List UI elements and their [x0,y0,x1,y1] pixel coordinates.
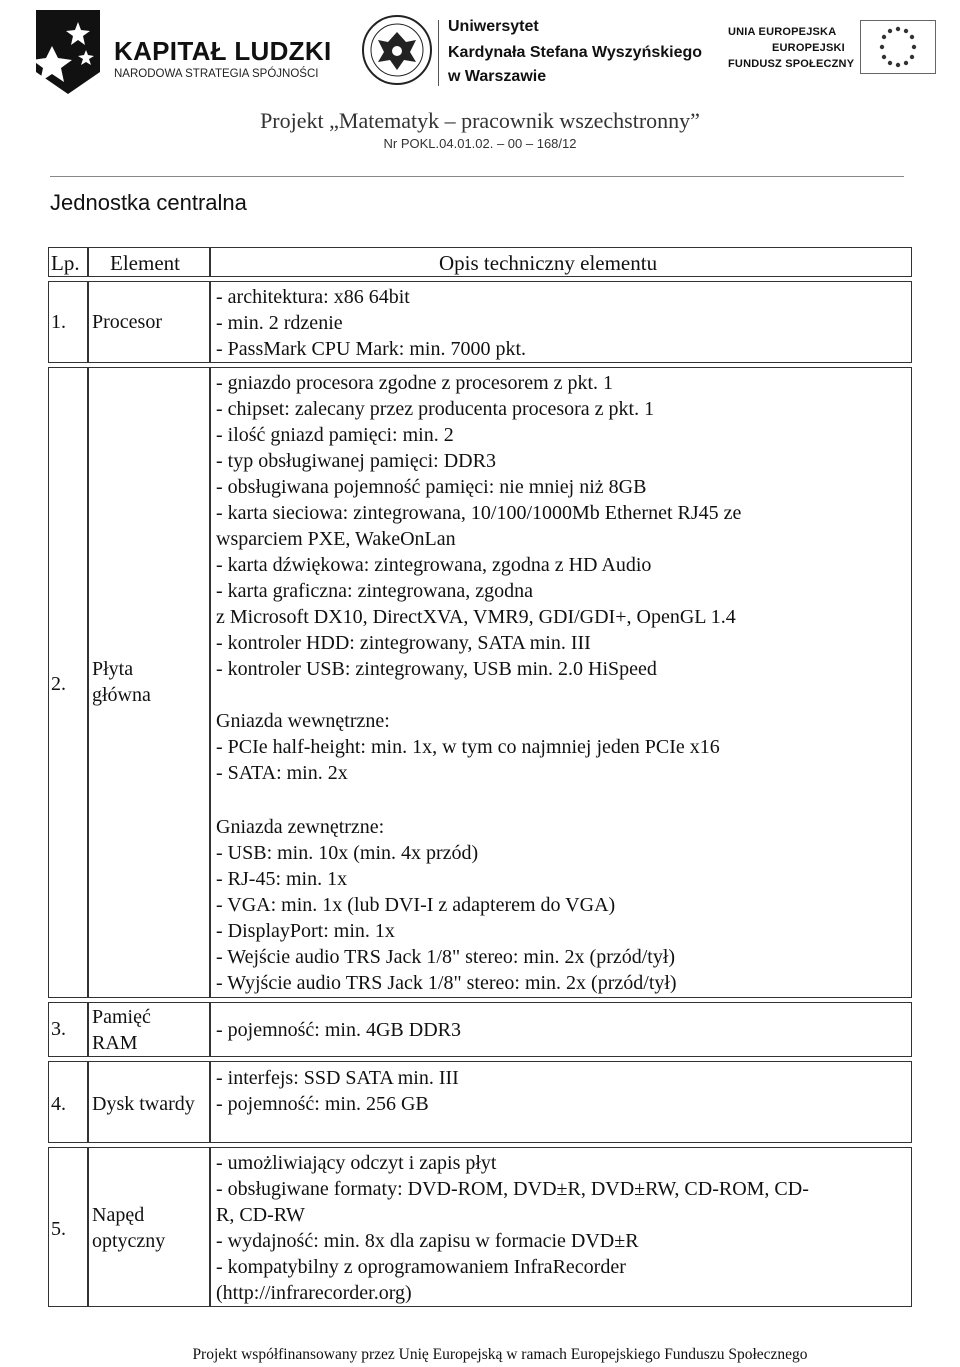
row2-desc-line: - obsługiwana pojemność pamięci: nie mniej niż 8GB [216,476,647,498]
university-divider [438,20,439,86]
row2-desc-line: - PCIe half-height: min. 1x, w tym co najmniej jeden PCIe x16 [216,736,720,758]
university-logo [360,8,703,94]
university-name-line2: Kardynała Stefana Wyszyńskiego [448,44,703,61]
row2-desc-line: Gniazda zewnętrzne: [216,816,385,838]
row2-desc-line: - USB: min. 10x (min. 4x przód) [216,842,479,864]
header-description: Opis techniczny elementu [439,251,658,275]
eu-line2: EUROPEJSKI [772,42,845,54]
row4-element: Dysk twardy [92,1093,195,1115]
row4-lp: 4. [51,1093,66,1115]
kapital-ludzki-emblem-icon [28,6,108,96]
row3-desc-line: - pojemność: min. 4GB DDR3 [216,1019,461,1041]
row4-desc-line: - interfejs: SSD SATA min. III [216,1067,459,1089]
project-number: Nr POKL.04.01.02. – 00 – 168/12 [383,136,577,151]
row5-desc-line: - umożliwiający odczyt i zapis płyt [216,1152,497,1174]
row2-desc-line: - karta sieciowa: zintegrowana, 10/100/1000Mb Ethernet RJ45 ze [216,502,742,524]
row1-desc-line: - architektura: x86 64bit [216,286,410,308]
kapital-ludzki-subtitle: NARODOWA STRATEGIA SPÓJNOŚCI [114,68,319,80]
university-name-line1: Uniwersytet [448,18,539,35]
row5-desc-line: - wydajność: min. 8x dla zapisu w formacie DVD±R [216,1230,639,1252]
university-seal-icon [360,8,434,92]
header-divider [50,176,904,177]
header-lp: Lp. [51,251,80,275]
row2-lp: 2. [51,673,66,695]
row5-element-line2: optyczny [92,1230,166,1252]
row3-element-line2: RAM [92,1032,138,1054]
row2-desc-line: - RJ-45: min. 1x [216,868,348,890]
row2-desc-line: - VGA: min. 1x (lub DVI-I z adapterem do VGA) [216,894,616,916]
row2-element-line1: Płyta [92,658,134,680]
section-title: Jednostka centralna [50,190,247,215]
row2-desc-line: Gniazda wewnętrzne: [216,710,390,732]
row3-lp: 3. [51,1018,66,1040]
row1-desc-line: - min. 2 rdzenie [216,312,343,334]
row4-desc-line: - pojemność: min. 256 GB [216,1093,429,1115]
row2-desc-line: - karta graficzna: zintegrowana, zgodna [216,580,534,602]
project-title: Projekt „Matematyk – pracownik wszechstronny” [260,108,700,133]
document-header [0,0,960,180]
kapital-ludzki-title: KAPITAŁ LUDZKI [114,36,332,66]
row2-desc-line: - ilość gniazd pamięci: min. 2 [216,424,454,446]
row5-element-line1: Napęd [92,1204,145,1226]
row2-desc-line: - kontroler USB: zintegrowany, USB min. 2.0 HiSpeed [216,658,657,680]
row5-desc-line: - obsługiwane formaty: DVD-ROM, DVD±R, DVD±RW, CD-ROM, CD- [216,1178,809,1200]
row2-desc-line: - DisplayPort: min. 1x [216,920,395,942]
eu-line1: UNIA EUROPEJSKA [728,26,837,38]
row2-desc-line: - Wyjście audio TRS Jack 1/8" stereo: min. 2x (przód/tył) [216,972,677,994]
eu-logo [728,20,938,80]
row2-desc-line: - chipset: zalecany przez producenta procesora z pkt. 1 [216,398,655,420]
row3-element-line1: Pamięć [92,1006,151,1028]
row5-lp: 5. [51,1218,66,1240]
row5-desc-line: (http://infrarecorder.org) [216,1282,412,1304]
row2-desc-line: - gniazdo procesora zgodne z procesorem z pkt. 1 [216,372,614,394]
row2-desc-line: - karta dźwiękowa: zintegrowana, zgodna z HD Audio [216,554,652,576]
eu-line3: FUNDUSZ SPOŁECZNY [728,58,855,70]
row2-desc-line: - typ obsługiwanej pamięci: DDR3 [216,450,496,472]
university-name-line3: w Warszawie [448,68,547,85]
row2-desc-line: wsparciem PXE, WakeOnLan [216,528,456,550]
row2-desc-line: - kontroler HDD: zintegrowany, SATA min. III [216,632,591,654]
row2-desc-line: - Wejście audio TRS Jack 1/8" stereo: min. 2x (przód/tył) [216,946,676,968]
row5-desc-line: - kompatybilny z oprogramowaniem InfraRecorder [216,1256,626,1278]
row1-lp: 1. [51,311,66,333]
header-element: Element [110,251,180,275]
row2-element-line2: główna [92,684,151,706]
row1-desc-line: - PassMark CPU Mark: min. 7000 pkt. [216,338,526,360]
eu-flag-icon [860,20,936,74]
row2-desc-line: - SATA: min. 2x [216,762,348,784]
row5-desc-line: R, CD-RW [216,1204,305,1226]
kapital-ludzki-logo [28,6,332,96]
row2-desc-line: z Microsoft DX10, DirectXVA, VMR9, GDI/GDI+, OpenGL 1.4 [216,606,736,628]
row1-element: Procesor [92,311,162,333]
footer-note: Projekt współfinansowany przez Unię Europejską w ramach Europejskiego Funduszu Społecznego [192,1346,808,1363]
